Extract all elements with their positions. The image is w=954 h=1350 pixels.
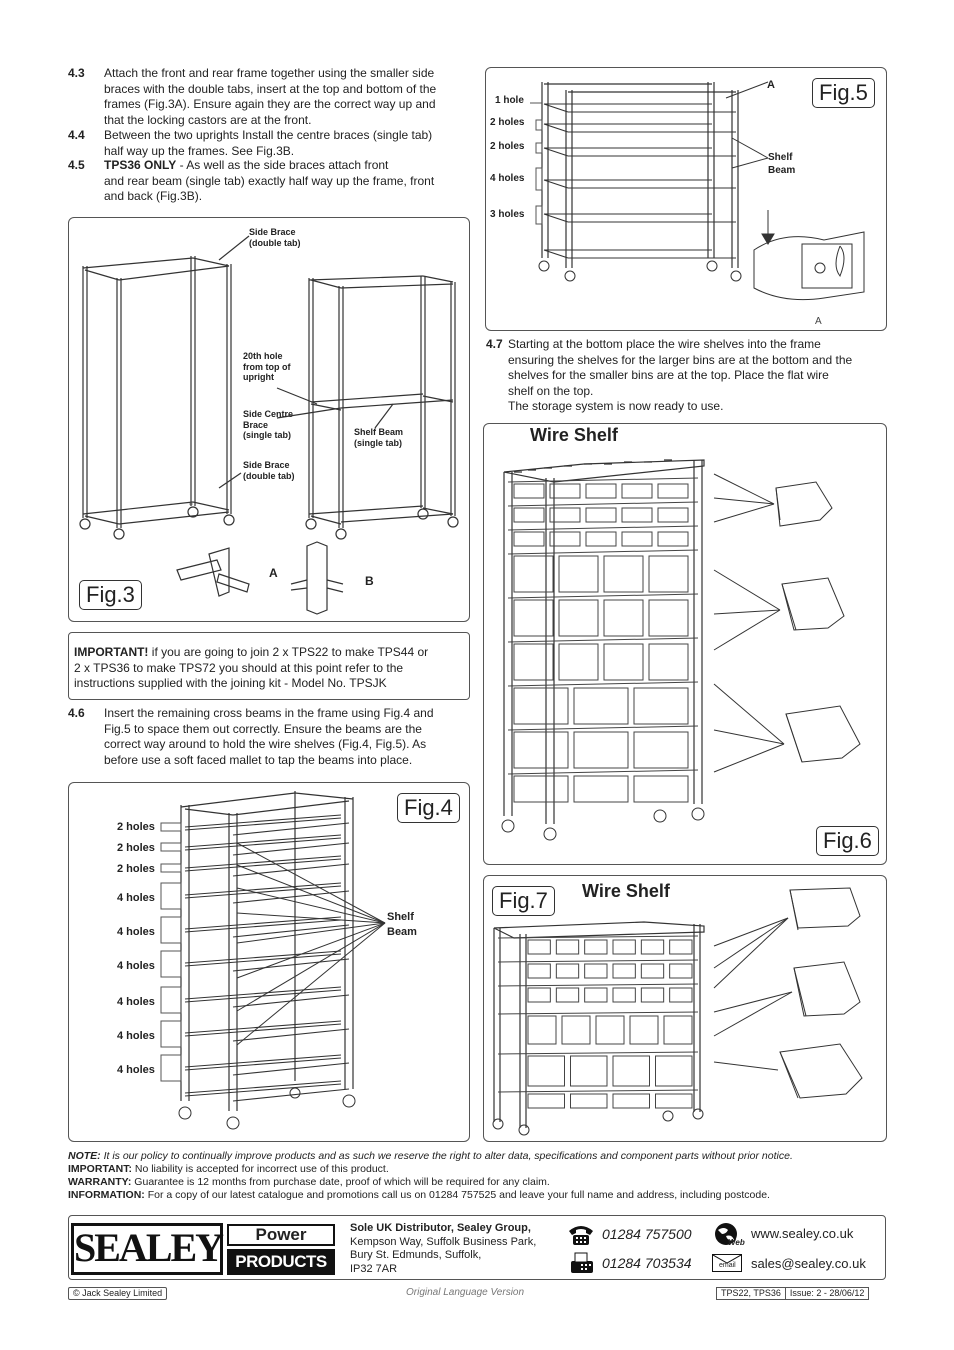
fig4-shelf-beam-label: Shelf Beam [387,911,417,938]
step-line: shelf on the top. [508,383,594,398]
note-line [68,1150,888,1163]
fig3-shelf-beam-label: Shelf Beam (single tab) [354,427,404,448]
model-numbers: TPS22, TPS36 [717,1288,786,1299]
fig5-holes-label: 1 hole [495,95,524,106]
address-line: Kempson Way, Suffolk Business Park, [350,1235,537,1248]
fig7-title: Wire Shelf [582,881,670,901]
fig5-holes-label: 2 holes [490,117,525,128]
fig3-b-label: B [365,574,374,588]
model-issue [716,1287,869,1300]
step-line: correct way around to hold the wire shelves (Fig.4, Fig.5). As [104,737,427,751]
step-line: Attach the front and rear frame together using the smaller side [104,66,435,80]
fig6-label: Fig.6 [816,826,879,856]
warranty-line [68,1176,550,1189]
fig3-panel [68,217,470,622]
fig4-holes-label: 2 holes [117,863,155,875]
fig3-side-brace-bottom-label: Side Brace (double tab) [243,460,295,481]
important-line: instructions supplied with the joining kit - Model No. TPSJK [74,676,387,690]
fig4-holes-label: 2 holes [117,842,155,854]
fig4-panel [68,782,470,1142]
important-line [68,1163,389,1176]
email-link[interactable]: sales@sealey.co.uk [751,1256,866,1271]
fig5-a-label: A [767,79,775,91]
original-language: Original Language Version [406,1287,525,1298]
fig5-a-detail-label: A [815,316,822,327]
step-4-4 [68,128,468,159]
fig3-a-label: A [269,566,278,580]
footer-box [68,1215,886,1280]
fig6-panel [483,423,887,865]
fig6-drawing [484,424,886,864]
step-line: half way up the frames. See Fig.3B. [104,143,295,158]
step-line: frames (Fig.3A). Ensure again they are the correct way up and [104,97,436,111]
fig4-holes-label: 4 holes [117,926,155,938]
email-icon: email [712,1254,742,1272]
step-number: 4.5 [68,158,85,172]
information-line [68,1189,770,1202]
step-4-5 [68,158,468,205]
fig5-holes-label: 2 holes [490,141,525,152]
information-label: INFORMATION: [68,1189,145,1201]
distributor-address [350,1222,536,1276]
step-line: and back (Fig.3B). [104,189,203,203]
step-line: shelves for the smaller bins are at the top. Place the flat wire [508,368,829,382]
issue-date: Issue: 2 - 28/06/12 [789,1288,865,1298]
note-label: NOTE: [68,1150,101,1162]
warranty-label: WARRANTY: [68,1176,132,1188]
fig5-holes-label: 4 holes [490,173,525,184]
fig3-20th-hole-label: 20th hole from top of upright [243,351,291,382]
step-line: that the locking castors are at the front. [104,112,312,127]
step-line: before use a soft faced mallet to tap the beams into place. [104,752,413,767]
fig5-holes-label: 3 holes [490,209,525,220]
fig5-panel [485,67,887,331]
step-line: Starting at the bottom place the wire shelves into the frame [508,337,821,351]
fig4-holes-label: 4 holes [117,1064,155,1076]
information-text: For a copy of our latest catalogue and promotions call us on 01284 757525 and leave your full name and address, including postcode. [144,1189,770,1201]
fax-number[interactable]: 01284 703534 [602,1255,692,1271]
important-note-label: IMPORTANT: [68,1163,132,1175]
fig4-holes-label: 4 holes [117,960,155,972]
step-4-6 [68,706,468,768]
fig5-shelf-beam-label: Shelf Beam [768,152,796,176]
step-line: Between the two uprights Install the centre braces (single tab) [104,128,433,142]
important-label: IMPORTANT! [74,645,149,659]
distributor-name: Sole UK Distributor, Sealey Group, [350,1222,531,1234]
step-number: 4.7 [486,337,503,351]
step-line: - As well as the side braces attach front [176,158,389,172]
step-bold: TPS36 ONLY [104,158,177,172]
step-number: 4.6 [68,706,85,720]
fig4-holes-label: 4 holes [117,996,155,1008]
step-number: 4.3 [68,66,85,80]
fig7-label: Fig.7 [492,886,555,916]
fig4-holes-label: 4 holes [117,892,155,904]
fig3-label: Fig.3 [79,580,142,610]
step-line: and rear beam (single tab) exactly half way up the frame, front [104,173,435,188]
step-4-3 [68,66,468,128]
address-line: IP32 7AR [350,1262,398,1275]
fig4-holes-label: 4 holes [117,1030,155,1042]
products-logo: PRODUCTS [227,1249,335,1275]
web-icon: Web [712,1222,746,1248]
step-number: 4.4 [68,128,85,142]
note-text: It is our policy to continually improve products and as such we reserve the right to alter data, specifications and component parts without prior notice. [100,1150,793,1162]
fig3-side-brace-top-label: Side Brace (double tab) [249,227,301,248]
important-note-text: No liability is accepted for incorrect use of this product. [131,1163,389,1175]
fig4-holes-label: 2 holes [117,821,155,833]
power-logo: Power [227,1224,335,1246]
sealey-logo: SEALEY [71,1223,223,1275]
copyright: © Jack Sealey Limited [68,1287,167,1300]
phone-number[interactable]: 01284 757500 [602,1226,692,1242]
important-box [68,632,470,700]
step-line: The storage system is now ready to use. [508,399,724,413]
website-link[interactable]: www.sealey.co.uk [751,1226,854,1241]
step-line: Insert the remaining cross beams in the frame using Fig.4 and [104,706,434,720]
step-line: ensuring the shelves for the larger bins are at the bottom and the [508,352,853,367]
telephone-icon [567,1223,595,1247]
step-4-7 [486,337,886,415]
step-line: Fig.5 to space them out correctly. Ensure the beams are the [104,721,422,736]
important-line: 2 x TPS36 to make TPS72 you should at this point refer to the [74,660,404,675]
fig3-centre-brace-label: Side Centre Brace (single tab) [243,409,294,440]
step-line: braces with the double tabs, insert at the top and bottom of the [104,81,437,96]
address-line: Bury St. Edmunds, Suffolk, [350,1249,482,1261]
fig6-title: Wire Shelf [530,425,618,445]
fig5-label: Fig.5 [812,78,875,108]
fax-icon [567,1251,595,1275]
fig7-panel [483,875,887,1142]
warranty-text: Guarantee is 12 months from purchase date, proof of which will be required for any claim. [131,1176,550,1188]
important-line: if you are going to join 2 x TPS22 to make TPS44 or [148,645,429,659]
fig4-label: Fig.4 [397,793,460,823]
